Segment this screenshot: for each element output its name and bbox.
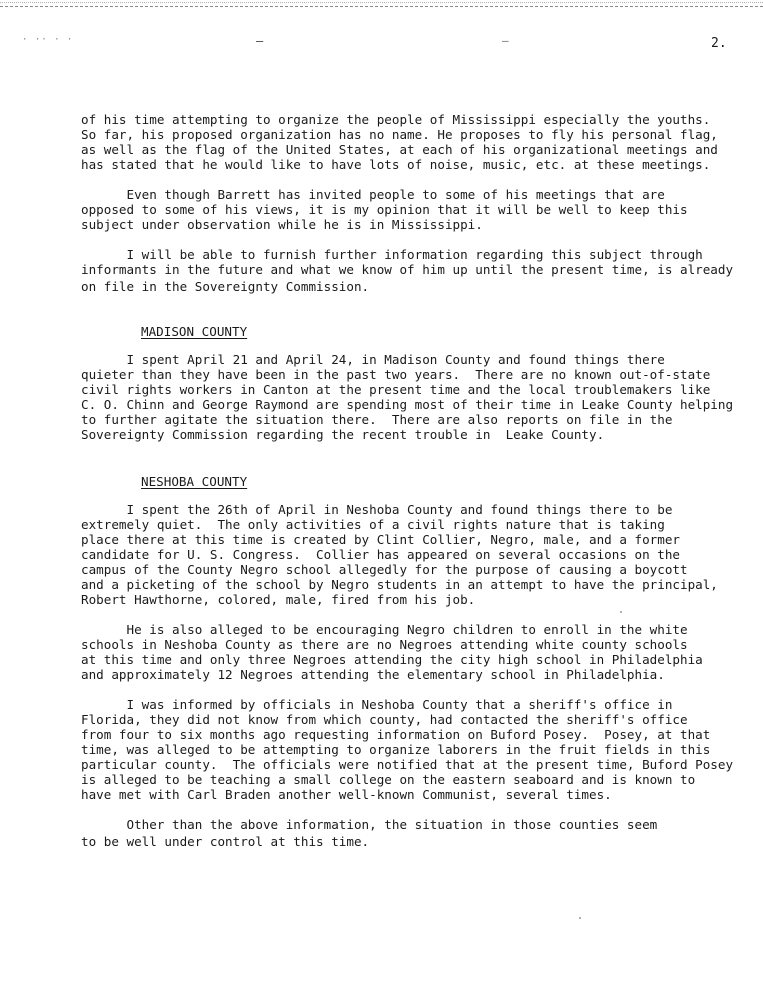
text-line: I spent the 26th of April in Neshoba County and found things there to be <box>81 502 673 517</box>
text-line: candidate for U. S. Congress. Collier has appeared on several occasions on the <box>81 547 680 562</box>
text-line: subject under observation while he is in Mississippi. <box>81 217 483 232</box>
text-line: Florida, they did not know from which county, had contacted the sheriff's office <box>81 712 688 727</box>
text-line: I will be able to furnish further information regarding this subject through <box>81 247 703 262</box>
text-line: campus of the County Negro school allegedly for the purpose of causing a boycott <box>81 562 688 577</box>
text-line: place there at this time is created by Clint Collier, Negro, male, and a former <box>81 532 680 547</box>
text-line: at this time and only three Negroes attending the city high school in Philadelphia <box>81 652 703 667</box>
text-line: and a picketing of the school by Negro students in an attempt to have the principal, <box>81 577 718 592</box>
text-line: particular county. The officials were notified that at the present time, Buford Posey <box>81 757 734 772</box>
section-heading-madison-county: MADISON COUNTY <box>141 324 248 339</box>
text-line: have met with Carl Braden another well-known Communist, several times. <box>81 787 612 802</box>
text-line: of his time attempting to organize the people of Mississippi especially the youths. <box>81 112 711 127</box>
text-line: He is also alleged to be encouraging Negro children to enroll in the white <box>81 622 688 637</box>
text-line: I was informed by officials in Neshoba County that a sheriff's office in <box>81 697 673 712</box>
paper-speck <box>579 917 581 919</box>
text-line: schools in Neshoba County as there are no Negroes attending white county schools <box>81 637 688 652</box>
text-line: civil rights workers in Canton at the present time and the local troublemakers like <box>81 382 711 397</box>
page-top-edge-dots <box>0 2 763 4</box>
text-line: Other than the above information, the situation in those counties seem <box>81 817 658 832</box>
punch-mark: — <box>502 34 510 47</box>
text-line: on file in the Sovereignty Commission. <box>81 279 370 294</box>
text-line: C. O. Chinn and George Raymond are spending most of their time in Leake County helping <box>81 397 734 412</box>
punch-mark: — <box>256 34 265 48</box>
text-line: and approximately 12 Negroes attending the elementary school in Philadelphia. <box>81 667 665 682</box>
text-line: time, was alleged to be attempting to organize laborers in the fruit fields in this <box>81 742 711 757</box>
text-line: quieter than they have been in the past two years. There are no known out-of-state <box>81 367 711 382</box>
paper-speck <box>620 611 622 613</box>
text-line: I spent April 21 and April 24, in Madison County and found things there <box>81 352 665 367</box>
text-line: Robert Hawthorne, colored, male, fired from his job. <box>81 592 476 607</box>
text-line: opposed to some of his views, it is my opinion that it will be well to keep this <box>81 202 688 217</box>
text-line: Sovereignty Commission regarding the recent trouble in Leake County. <box>81 427 605 442</box>
text-line: has stated that he would like to have lots of noise, music, etc. at these meetings. <box>81 157 711 172</box>
text-line: is alleged to be teaching a small college on the eastern seaboard and is known to <box>81 772 696 787</box>
text-line: to further agitate the situation there. There are also reports on file in the <box>81 412 673 427</box>
corner-smudge: · ·· · · <box>22 35 74 45</box>
text-line: to be well under control at this time. <box>81 834 370 849</box>
page-number: 2. <box>711 36 727 51</box>
text-line: from four to six months ago requesting information on Buford Posey. Posey, at that <box>81 727 711 742</box>
text-line: as well as the flag of the United States, at each of his organizational meetings and <box>81 142 718 157</box>
text-line: Even though Barrett has invited people to some of his meetings that are <box>81 187 665 202</box>
text-line: extremely quiet. The only activities of a civil rights nature that is taking <box>81 517 665 532</box>
text-line: informants in the future and what we know of him up until the present time, is already <box>81 262 734 277</box>
section-heading-neshoba-county: NESHOBA COUNTY <box>141 474 248 489</box>
text-line: So far, his proposed organization has no name. He proposes to fly his personal flag, <box>81 127 718 142</box>
